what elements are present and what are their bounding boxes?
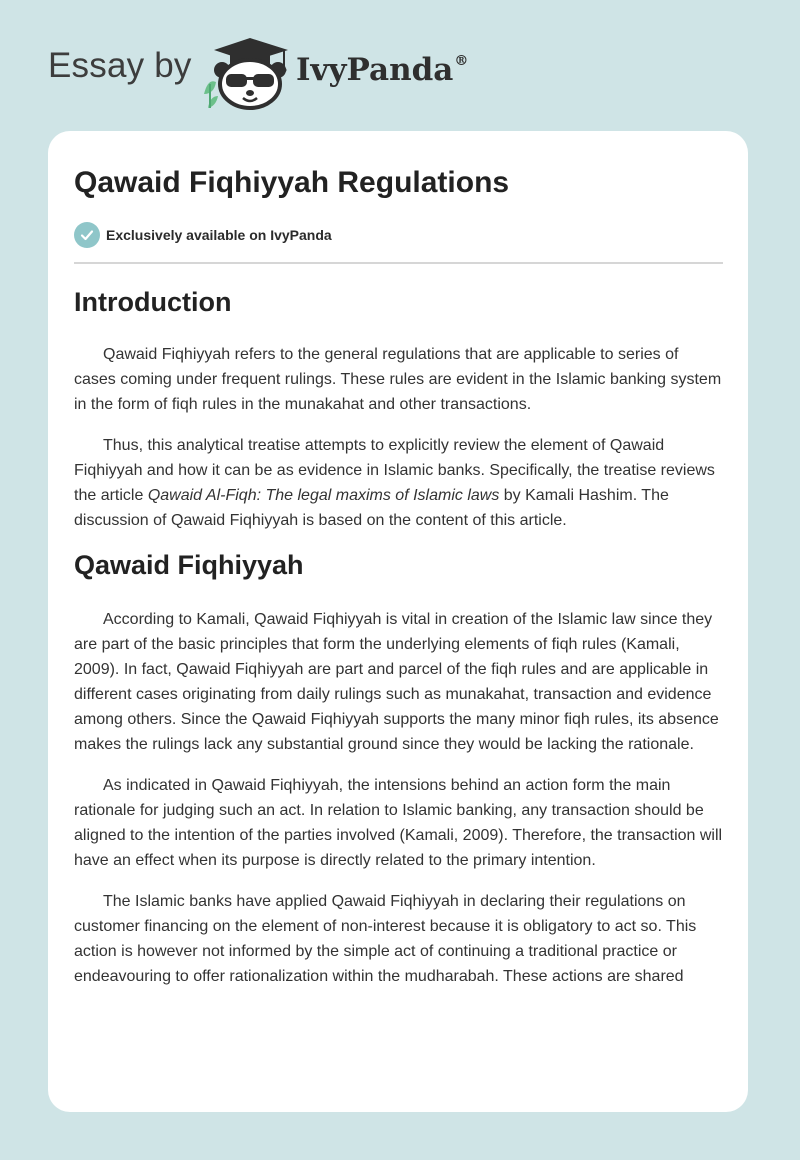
essay-card [48,131,748,1112]
exclusive-text: Exclusively available on IvyPanda [106,227,332,243]
section-heading-introduction: Introduction [74,287,232,317]
paragraph: The Islamic banks have applied Qawaid Fiqhiyyah in declaring their regulations on customer financing on the element of non-interest because it is obligatory to act so. This action is however not informed by the simple act of continuing a traditional practice or endeavouring to offer rationalization within the mudharabah. These actions are shared [74,893,697,985]
essay-content [74,163,723,989]
paragraph: Qawaid Fiqhiyyah refers to the general regulations that are applicable to series of cases coming under frequent rulings. These rules are evident in the Islamic banking system in the form of fiqh rules in the munakahat and other transactions. [74,346,722,413]
registered-mark: ® [454,52,469,69]
brand-name[interactable] [296,52,468,88]
paragraph: According to Kamali, Qawaid Fiqhiyyah is vital in creation of the Islamic law since they are part of the basic principles that form the underlying elements of fiqh rules (Kamali, 2009). In fact, Qawaid Fiqhiyyah are part and parcel of the fiqh rules and are applicable in different cases originating from daily rulings such as munakahat, transaction and evidence among others. Since the Qawaid Fiqhiyyah supports the many minor fiqh rules, its absence makes the rulings lack any substantial ground since they would be lacking the rationale. [74,611,719,753]
essay-by-label: Essay by [48,46,192,85]
brand-text: IvyPanda [296,52,454,88]
paragraph-text: by Kamali Hashim. The discussion of Qawaid Fiqhiyyah is based on the content of this article. [74,487,669,529]
divider [74,262,723,264]
page-title: Qawaid Fiqhiyyah Regulations [74,166,510,199]
panda-logo-icon[interactable] [200,34,292,110]
site-header [0,0,800,130]
exclusive-badge [74,221,723,249]
paragraph-text: Thus, this analytical treatise attempts to explicitly review the element of Qawaid Fiqhiyyah and how it can be as evidence in Islamic banks. Specifically, the treatise reviews the article [74,437,715,504]
section-heading-qawaid-fiqhiyyah: Qawaid Fiqhiyyah [74,550,304,580]
article-title-citation: Qawaid Al-Fiqh: The legal maxims of Islamic laws [147,487,500,504]
check-icon [74,222,100,248]
paragraph [74,433,723,533]
paragraph: As indicated in Qawaid Fiqhiyyah, the intensions behind an action form the main rationale for judging such an act. In relation to Islamic banking, any transaction should be aligned to the intention of the parties involved (Kamali, 2009). Therefore, the transaction will have an effect when its purpose is directly related to the primary intention. [74,777,723,869]
